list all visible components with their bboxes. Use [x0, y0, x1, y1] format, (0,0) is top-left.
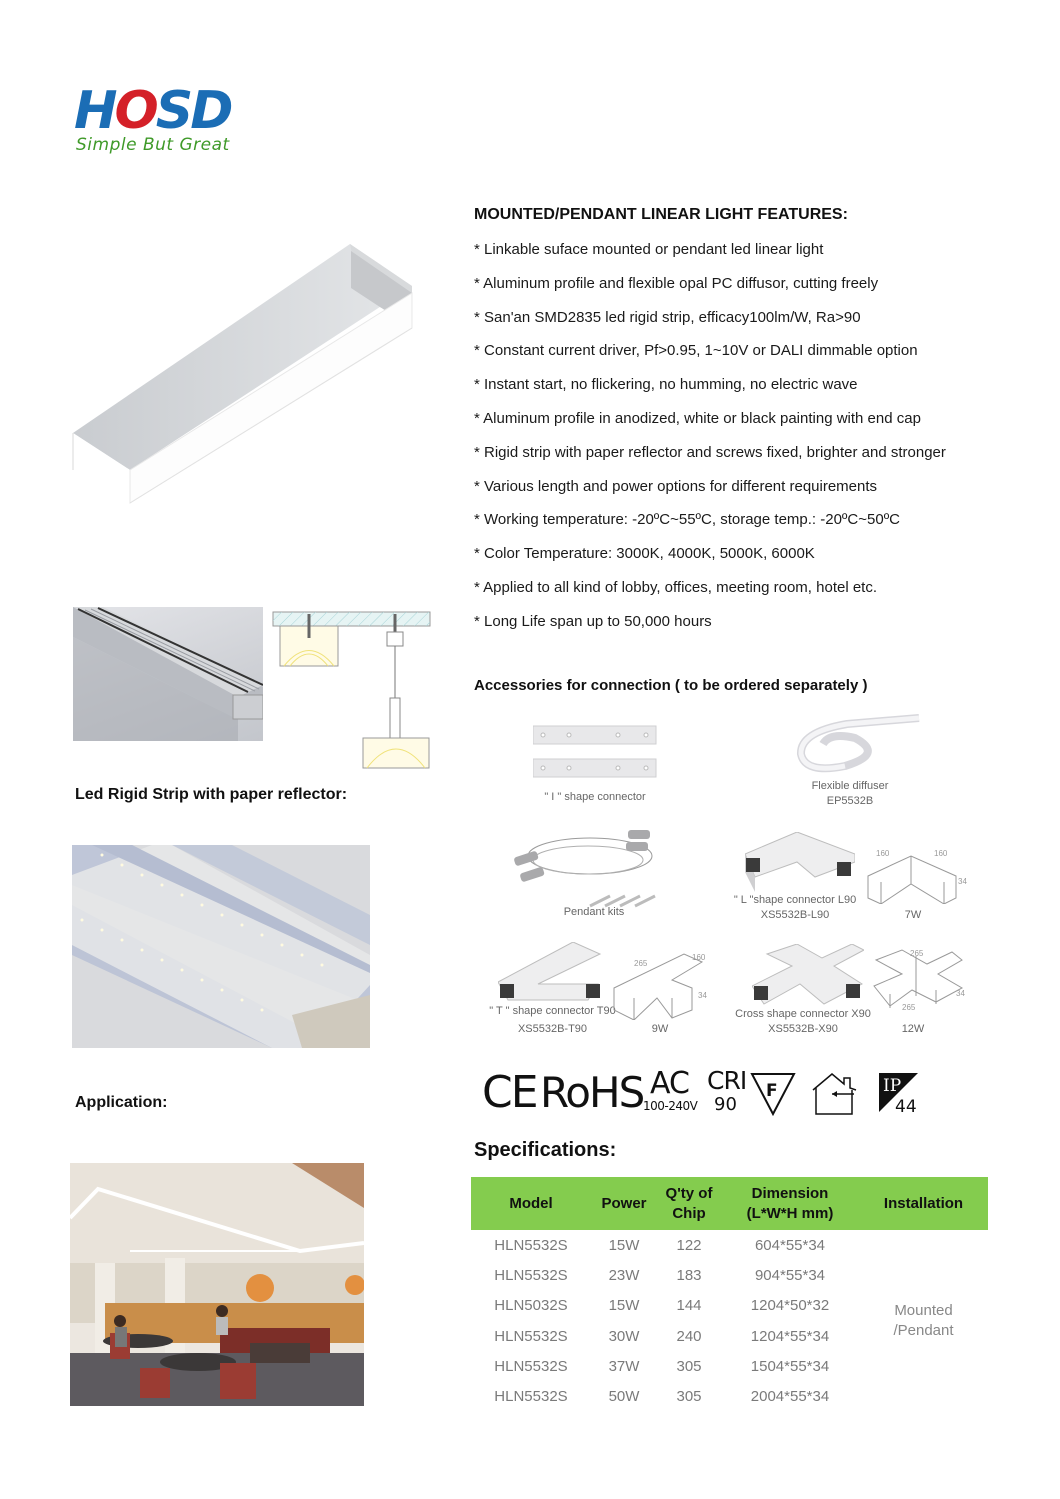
accessory-code: XS5532B-T90	[517, 1023, 588, 1035]
logo-letter-h: H	[74, 81, 115, 141]
cri-value: 90	[714, 1094, 737, 1115]
brand-logo	[74, 82, 244, 162]
t-connector-dimension-drawing	[612, 948, 717, 1020]
accessory-label: Pendant kits	[563, 906, 625, 918]
cell-dimension: 604*55*34	[754, 1236, 826, 1254]
application-label: Application:	[75, 1094, 168, 1111]
cell-model: HLN5032S	[494, 1297, 568, 1315]
cross-shape-connector-image	[752, 944, 864, 1008]
accessory-label: Cross shape connector X90	[735, 1008, 871, 1020]
feature-item: * Long Life span up to 50,000 hours	[474, 612, 712, 630]
cell-model: HLN5532S	[494, 1266, 568, 1284]
ip44-rating-icon	[878, 1072, 920, 1114]
feature-item: * Applied to all kind of lobby, offices, meeting room, hotel etc.	[474, 578, 878, 596]
aluminum-profile-photo	[73, 607, 263, 741]
features-title: MOUNTED/PENDANT LINEAR LIGHT FEATURES:	[474, 206, 848, 223]
rigid-strip-label: Led Rigid Strip with paper reflector:	[75, 786, 348, 803]
specifications-table	[471, 1177, 988, 1412]
header-line: Dimension	[751, 1184, 829, 1202]
svg-text:265: 265	[902, 1003, 916, 1012]
cell-dimension: 2004*55*34	[750, 1388, 830, 1406]
installation-line: Mounted	[894, 1301, 953, 1319]
features-list	[474, 240, 1014, 646]
rohs-mark-icon: RoHS	[540, 1068, 644, 1117]
cell-model: HLN5532S	[494, 1327, 568, 1345]
table-row	[471, 1230, 988, 1260]
i-shape-connector-image	[533, 724, 657, 778]
logo-letters-sd: SD	[155, 81, 231, 141]
feature-item: * Instant start, no flickering, no humming, no electric wave	[474, 376, 858, 394]
cell-dimension: 1204*55*34	[750, 1327, 830, 1345]
logo-wordmark	[74, 82, 230, 140]
feature-item: * San'an SMD2835 led rigid strip, efficacy100lm/W, Ra>90	[474, 308, 861, 326]
column-header-model: Model	[471, 1177, 591, 1230]
feature-item: * Aluminum profile in anodized, white or black painting with end cap	[474, 409, 921, 427]
cell-dimension: 1204*50*32	[750, 1297, 830, 1315]
f-mark-triangle-icon	[750, 1072, 796, 1116]
cell-model: HLN5532S	[494, 1236, 568, 1254]
accessories-title: Accessories for connection ( to be ordered separately )	[474, 677, 868, 694]
column-header-dimension	[721, 1177, 859, 1230]
flexible-diffuser-image	[795, 714, 925, 778]
svg-text:34: 34	[958, 877, 967, 886]
cell-power: 23W	[608, 1266, 640, 1284]
l-connector-dimension-drawing	[866, 848, 970, 904]
t-shape-connector-image	[498, 942, 608, 1004]
cri-icon: CRI	[707, 1066, 747, 1095]
svg-text:160: 160	[876, 849, 890, 858]
feature-item: * Various length and power options for different requirements	[474, 477, 878, 495]
cell-chips: 144	[676, 1297, 702, 1315]
pendant-kits-image	[510, 826, 660, 908]
linear-light-product-image	[70, 238, 420, 508]
logo-tagline: Simple But Great	[76, 135, 230, 155]
cell-power: 30W	[608, 1327, 640, 1345]
accessory-label: Flexible diffuser	[811, 780, 889, 792]
svg-text:160: 160	[934, 849, 948, 858]
cell-chips: 122	[676, 1236, 702, 1254]
svg-text:265: 265	[910, 949, 924, 958]
accessory-power: 12W	[901, 1023, 925, 1035]
accessory-code: EP5532B	[826, 795, 874, 807]
l-shape-connector-image	[745, 832, 855, 894]
application-office-photo	[70, 1163, 364, 1406]
cell-dimension: 1504*55*34	[750, 1357, 830, 1375]
cell-chips: 305	[676, 1357, 702, 1375]
feature-item: * Constant current driver, Pf>0.95, 1~10V or DALI dimmable option	[474, 342, 918, 360]
column-header-chip-qty	[657, 1177, 721, 1230]
accessory-power: 9W	[651, 1023, 669, 1035]
cell-power: 15W	[608, 1236, 640, 1254]
svg-text:34: 34	[956, 989, 965, 998]
cell-power: 37W	[608, 1357, 640, 1375]
cell-power: 50W	[608, 1388, 640, 1406]
column-header-power: Power	[591, 1177, 657, 1230]
svg-text:F: F	[766, 1081, 778, 1101]
cell-model: HLN5532S	[494, 1357, 568, 1375]
cell-chips: 240	[676, 1327, 702, 1345]
feature-item: * Working temperature: -20ºC~55ºC, storage temp.: -20ºC~50ºC	[474, 511, 900, 529]
cell-dimension: 904*55*34	[754, 1266, 826, 1284]
accessory-label: " T " shape connector T90	[489, 1005, 616, 1017]
accessory-label: " I " shape connector	[544, 791, 646, 803]
installation-diagram	[272, 610, 432, 770]
ce-mark-icon: CE	[482, 1067, 537, 1118]
svg-text:IP: IP	[883, 1076, 902, 1096]
svg-text:265: 265	[634, 959, 648, 968]
ac-voltage-icon: AC	[650, 1066, 689, 1101]
table-header-row	[471, 1177, 988, 1230]
header-line: Q'ty of	[665, 1184, 713, 1202]
cell-installation	[859, 1230, 988, 1412]
ac-voltage-range: 100-240V	[643, 1099, 698, 1113]
svg-text:34: 34	[698, 991, 707, 1000]
installation-line: /Pendant	[893, 1321, 954, 1339]
accessory-code: XS5532B-L90	[760, 909, 830, 921]
accessory-power: 7W	[904, 909, 922, 921]
cross-connector-dimension-drawing	[872, 946, 968, 1012]
indoor-use-house-icon	[810, 1072, 860, 1116]
led-rigid-strip-photo	[72, 845, 370, 1048]
feature-item: * Color Temperature: 3000K, 4000K, 5000K, 6000K	[474, 545, 815, 563]
accessory-label: " L "shape connector L90	[733, 894, 857, 906]
specifications-title: Specifications:	[474, 1139, 617, 1161]
cell-chips: 183	[676, 1266, 702, 1284]
cell-model: HLN5532S	[494, 1388, 568, 1406]
header-line: (L*W*H mm)	[746, 1204, 834, 1222]
feature-item: * Rigid strip with paper reflector and screws fixed, brighter and stronger	[474, 443, 946, 461]
feature-item: * Aluminum profile and flexible opal PC diffusor, cutting freely	[474, 274, 879, 292]
svg-text:160: 160	[692, 953, 706, 962]
feature-item: * Linkable suface mounted or pendant led linear light	[474, 241, 824, 258]
cell-chips: 305	[676, 1388, 702, 1406]
header-line: Chip	[672, 1204, 706, 1222]
accessory-code: XS5532B-X90	[768, 1023, 838, 1035]
column-header-installation: Installation	[859, 1177, 988, 1230]
logo-letter-o: O	[114, 81, 156, 141]
cell-power: 15W	[608, 1297, 640, 1315]
svg-text:44: 44	[895, 1097, 917, 1114]
